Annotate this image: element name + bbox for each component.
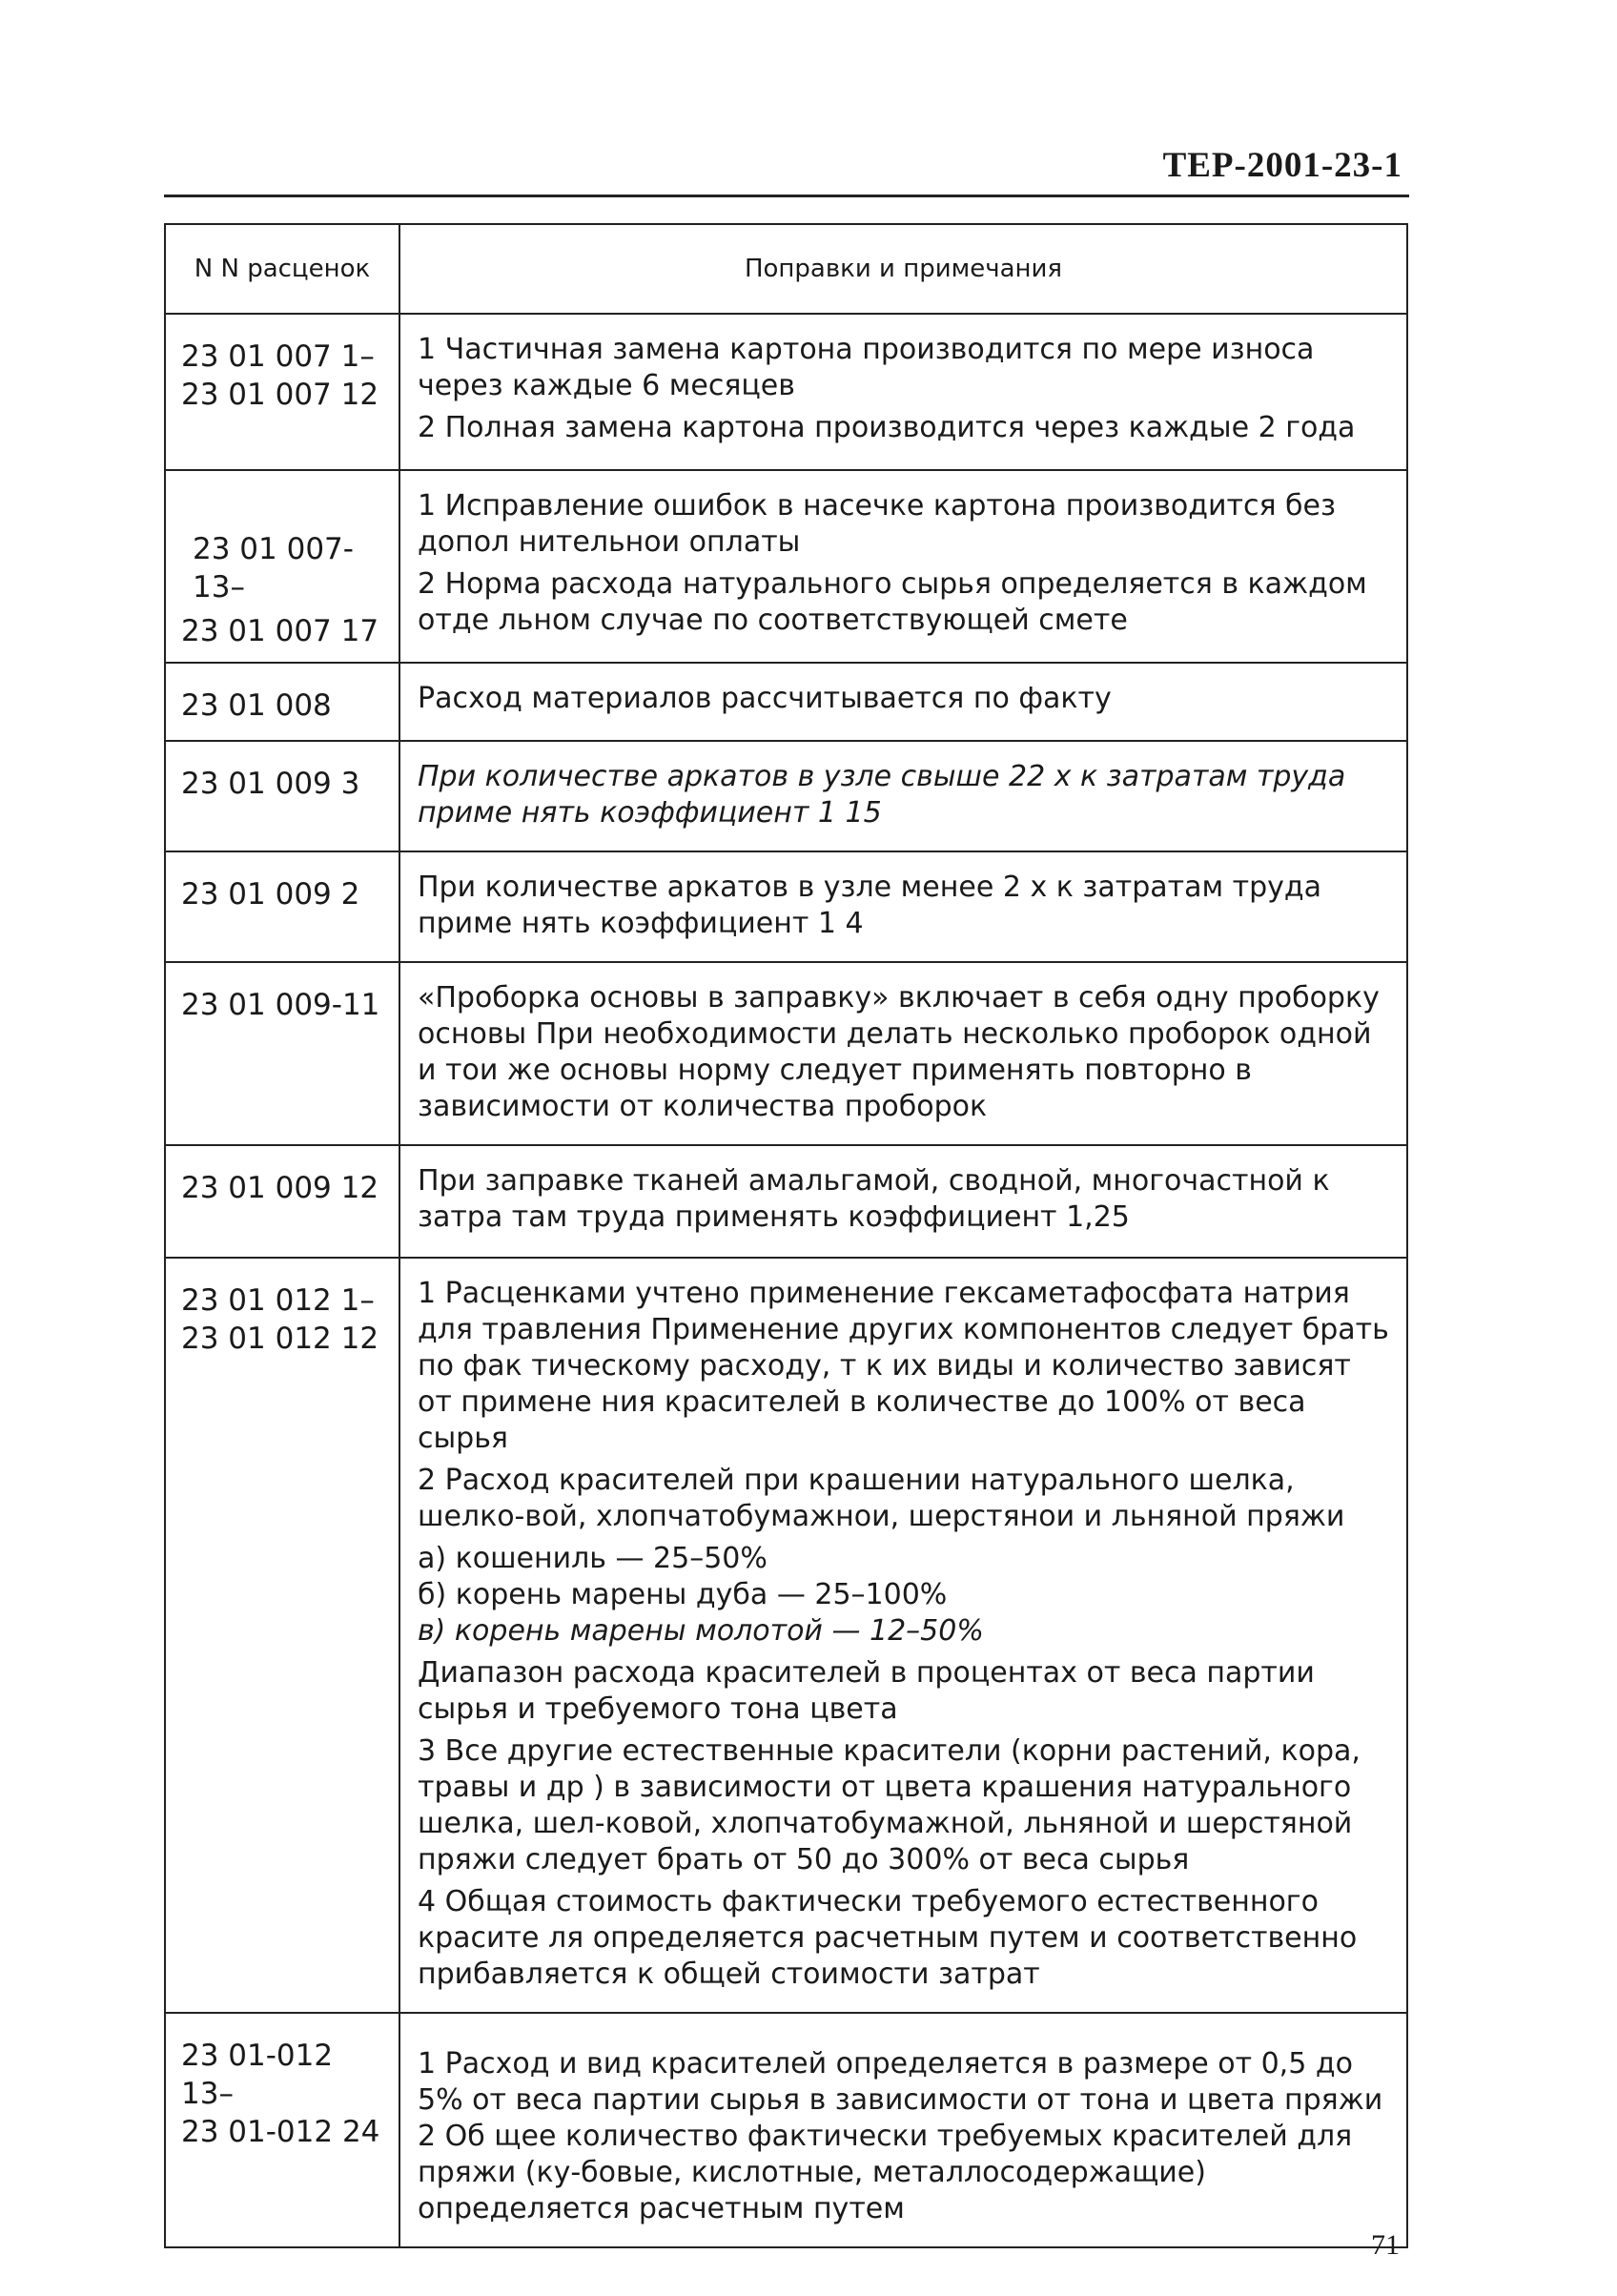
rate-code-cell	[165, 1145, 399, 1258]
note-cell	[399, 663, 1407, 741]
rate-code-cell	[165, 663, 399, 741]
rate-code: 23 01 009-11	[181, 988, 380, 1022]
document-code: ТЕР-2001-23-1	[1162, 146, 1402, 185]
table-row	[165, 470, 1407, 663]
note-paragraph: Расход материалов рассчитывается по факту	[418, 682, 1112, 715]
page-number: 71	[1371, 2229, 1400, 2261]
rate-code: 23 01 007 17	[181, 614, 379, 648]
note-paragraph: 2 Расход красителей при крашении натурального шелка, шелко-вой, хлопчатобумажнои, шерстянои и льняной пряжи	[418, 1464, 1345, 1533]
note-list-item: б) корень марены дуба — 25–100%	[418, 1578, 948, 1611]
note-paragraph: 1 Расценками учтено применение гексаметафосфата натрия для травления Применение других компонентов следует брать по фак тическому расходу, т к их виды и количество зависят от примене ния красителей в количестве до 100% от веса сырья	[418, 1277, 1389, 1455]
rate-code: 23 01 009 12	[181, 1171, 379, 1205]
note-cell	[399, 470, 1407, 663]
note-cell	[399, 741, 1407, 851]
rate-code-cell	[165, 962, 399, 1145]
note-cell	[399, 314, 1407, 470]
note-paragraph: При количестве аркатов в узле менее 2 х к затратам труда приме нять коэффициент 1 4	[418, 871, 1322, 940]
rate-code: 23 01 008	[181, 688, 332, 723]
rate-code: 23 01 012 12	[181, 1322, 379, 1356]
table-row	[165, 663, 1407, 741]
rate-code-cell	[165, 851, 399, 962]
rate-code: 23 01 009 2	[181, 877, 360, 912]
rate-code-cell	[165, 470, 399, 663]
table-row	[165, 962, 1407, 1145]
table-row	[165, 741, 1407, 851]
table-header-row	[165, 224, 1407, 314]
note-paragraph: 1 Расход и вид красителей определяется в размере от 0,5 до 5% от веса партии сырья в зависимости от тона и цвета пряжи 2 Об щее количество фактически требуемых красителей для пряжи (ку-бовые, кислотные, металлосодержащие) определяется расчетным путем	[418, 2047, 1383, 2225]
table-row	[165, 851, 1407, 962]
note-paragraph: При количестве аркатов в узле свыше 22 х к затратам труда приме нять коэффициент 1 15	[418, 760, 1346, 830]
note-cell	[399, 851, 1407, 962]
note-cell	[399, 962, 1407, 1145]
header-rule	[164, 195, 1409, 197]
note-paragraph: 3 Все другие естественные красители (корни растений, кора, травы и др ) в зависимости от цвета крашения натурального шелка, шел-ковой, хлопчатобумажной, льняной и шерстяной пряжи следует брать от 50 до 300% от веса сырья	[418, 1734, 1361, 1876]
notes-table	[164, 223, 1408, 2248]
rate-code-cell	[165, 741, 399, 851]
note-paragraph: При заправке тканей амальгамой, сводной, многочастной к затра там труда применять коэффициент 1,25	[418, 1164, 1330, 1234]
rate-code: 23 01 007-13–	[193, 532, 354, 605]
note-paragraph: «Проборка основы в заправку» включает в себя одну проборку основы При необходимости делать несколько проборок одной и тои же основы норму следует применять повторно в зависимости от количества проборок	[418, 981, 1380, 1123]
note-paragraph: 4 Общая стоимость фактически требуемого естественного красите ля определяется расчетным путем и соответственно прибавляется к общей стоимости затрат	[418, 1885, 1358, 1991]
rate-code: 23 01 007 12	[181, 378, 379, 412]
rate-code: 23 01 009 3	[181, 767, 360, 801]
rate-code: 23 01-012 13–	[181, 2039, 334, 2111]
table-row	[165, 314, 1407, 470]
note-cell	[399, 1258, 1407, 2013]
table-row	[165, 1145, 1407, 1258]
note-list-item: а) кошениль — 25–50%	[418, 1542, 768, 1575]
rate-code-cell	[165, 2013, 399, 2247]
rate-code-cell	[165, 1258, 399, 2013]
note-paragraph: 1 Исправление ошибок в насечке картона производится без допол нительнои оплаты	[418, 489, 1336, 559]
note-paragraph: 2 Норма расхода натурального сырья определяется в каждом отде льном случае по соответствующей смете	[418, 567, 1367, 637]
rate-code: 23 01 012 1–	[181, 1283, 375, 1318]
note-paragraph: 1 Частичная замена картона производится по мере износа через каждые 6 месяцев	[418, 333, 1315, 402]
note-paragraph: 2 Полная замена картона производится через каждые 2 года	[418, 411, 1356, 444]
column-header-code: N N расценок	[165, 224, 399, 314]
table-row	[165, 1258, 1407, 2013]
column-header-notes: Поправки и примечания	[399, 224, 1407, 314]
note-cell	[399, 1145, 1407, 1258]
rate-code: 23 01-012 24	[181, 2115, 380, 2149]
note-list-item: в) корень марены молотой — 12–50%	[418, 1614, 984, 1648]
rate-code: 23 01 007 1–	[181, 339, 375, 374]
note-cell	[399, 2013, 1407, 2247]
rate-code-cell	[165, 314, 399, 470]
table-row	[165, 2013, 1407, 2247]
note-paragraph: Диапазон расхода красителей в процентах от веса партии сырья и требуемого тона цвета	[418, 1656, 1315, 1726]
